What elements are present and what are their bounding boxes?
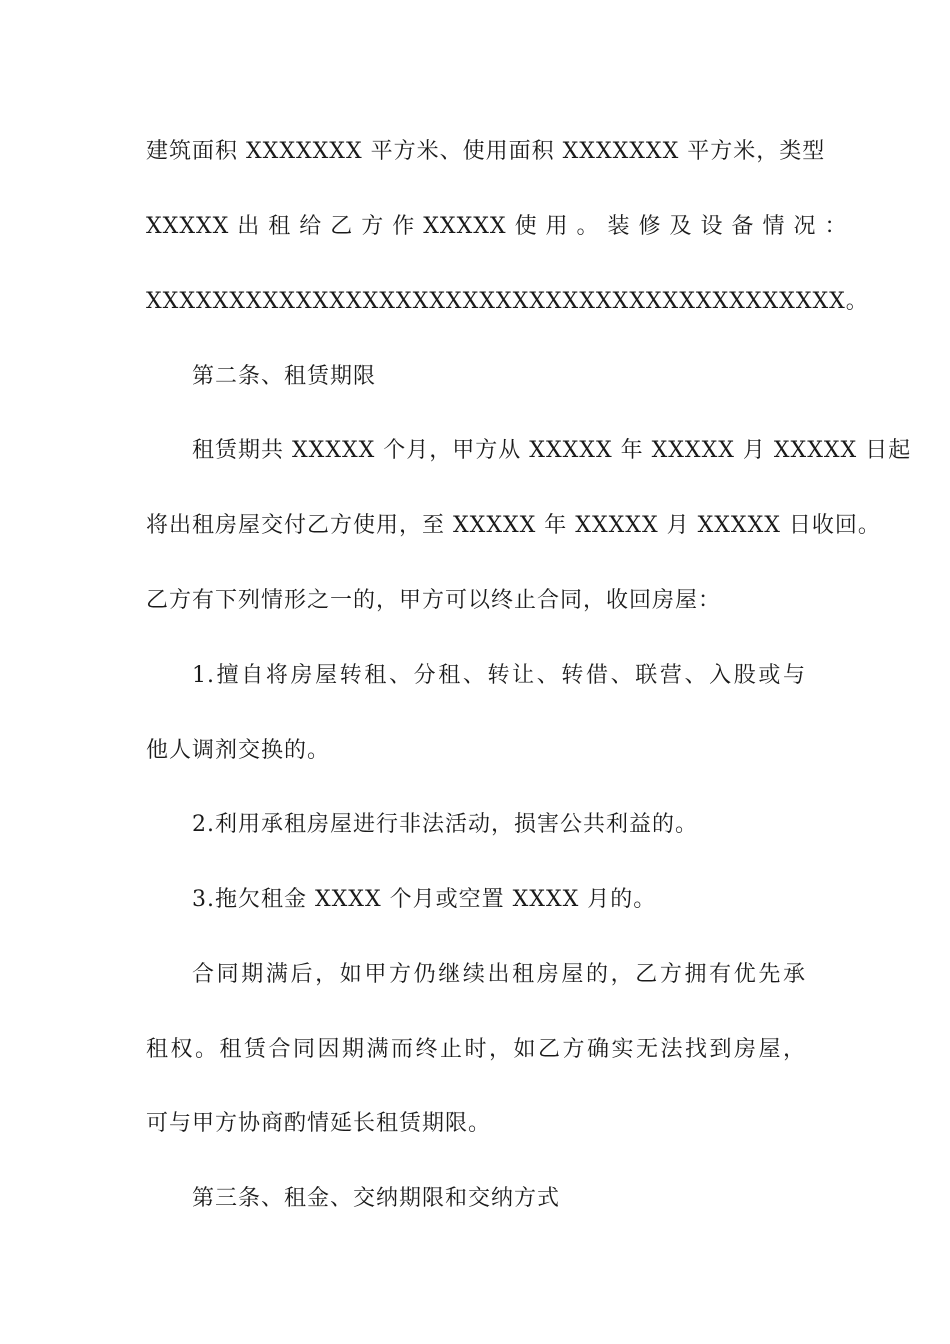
body-text-line: XXXXXXXXXXXXXXXXXXXXXXXXXXXXXXXXXXXXXXXXXX。	[146, 289, 869, 314]
list-item-text: 3.拖欠租金 XXXX 个月或空置 XXXX 月的。	[192, 887, 657, 912]
body-text-line: XXXXX 出 租 给 乙 方 作 XXXXX 使 用 。 装 修 及 设 备 情 况 ：	[146, 214, 848, 239]
list-item-text: 2.利用承租房屋进行非法活动，损害公共利益的。	[192, 812, 698, 837]
list-item-text: 1.擅自将房屋转租、分租、转让、转借、联营、入股或与	[192, 663, 806, 688]
body-text-line: 将出租房屋交付乙方使用，至 XXXXX 年 XXXXX 月 XXXXX 日收回。	[146, 513, 881, 538]
body-text-line: 建筑面积 XXXXXXX 平方米、使用面积 XXXXXXX 平方米，类型	[146, 139, 826, 164]
body-text-line: 租权。租赁合同因期满而终止时，如乙方确实无法找到房屋，	[146, 1037, 806, 1062]
body-text-line: 可与甲方协商酌情延长租赁期限。	[146, 1111, 492, 1136]
body-text-line: 乙方有下列情形之一的，甲方可以终止合同，收回房屋：	[146, 588, 722, 613]
section-heading: 第三条、租金、交纳期限和交纳方式	[192, 1186, 561, 1211]
list-item-text: 他人调剂交换的。	[146, 738, 331, 763]
body-text-line: 租赁期共 XXXXX 个月，甲方从 XXXXX 年 XXXXX 月 XXXXX 日起	[192, 438, 912, 463]
body-text-line: 合同期满后，如甲方仍继续出租房屋的，乙方拥有优先承	[192, 962, 806, 987]
section-heading: 第二条、租赁期限	[192, 364, 377, 389]
